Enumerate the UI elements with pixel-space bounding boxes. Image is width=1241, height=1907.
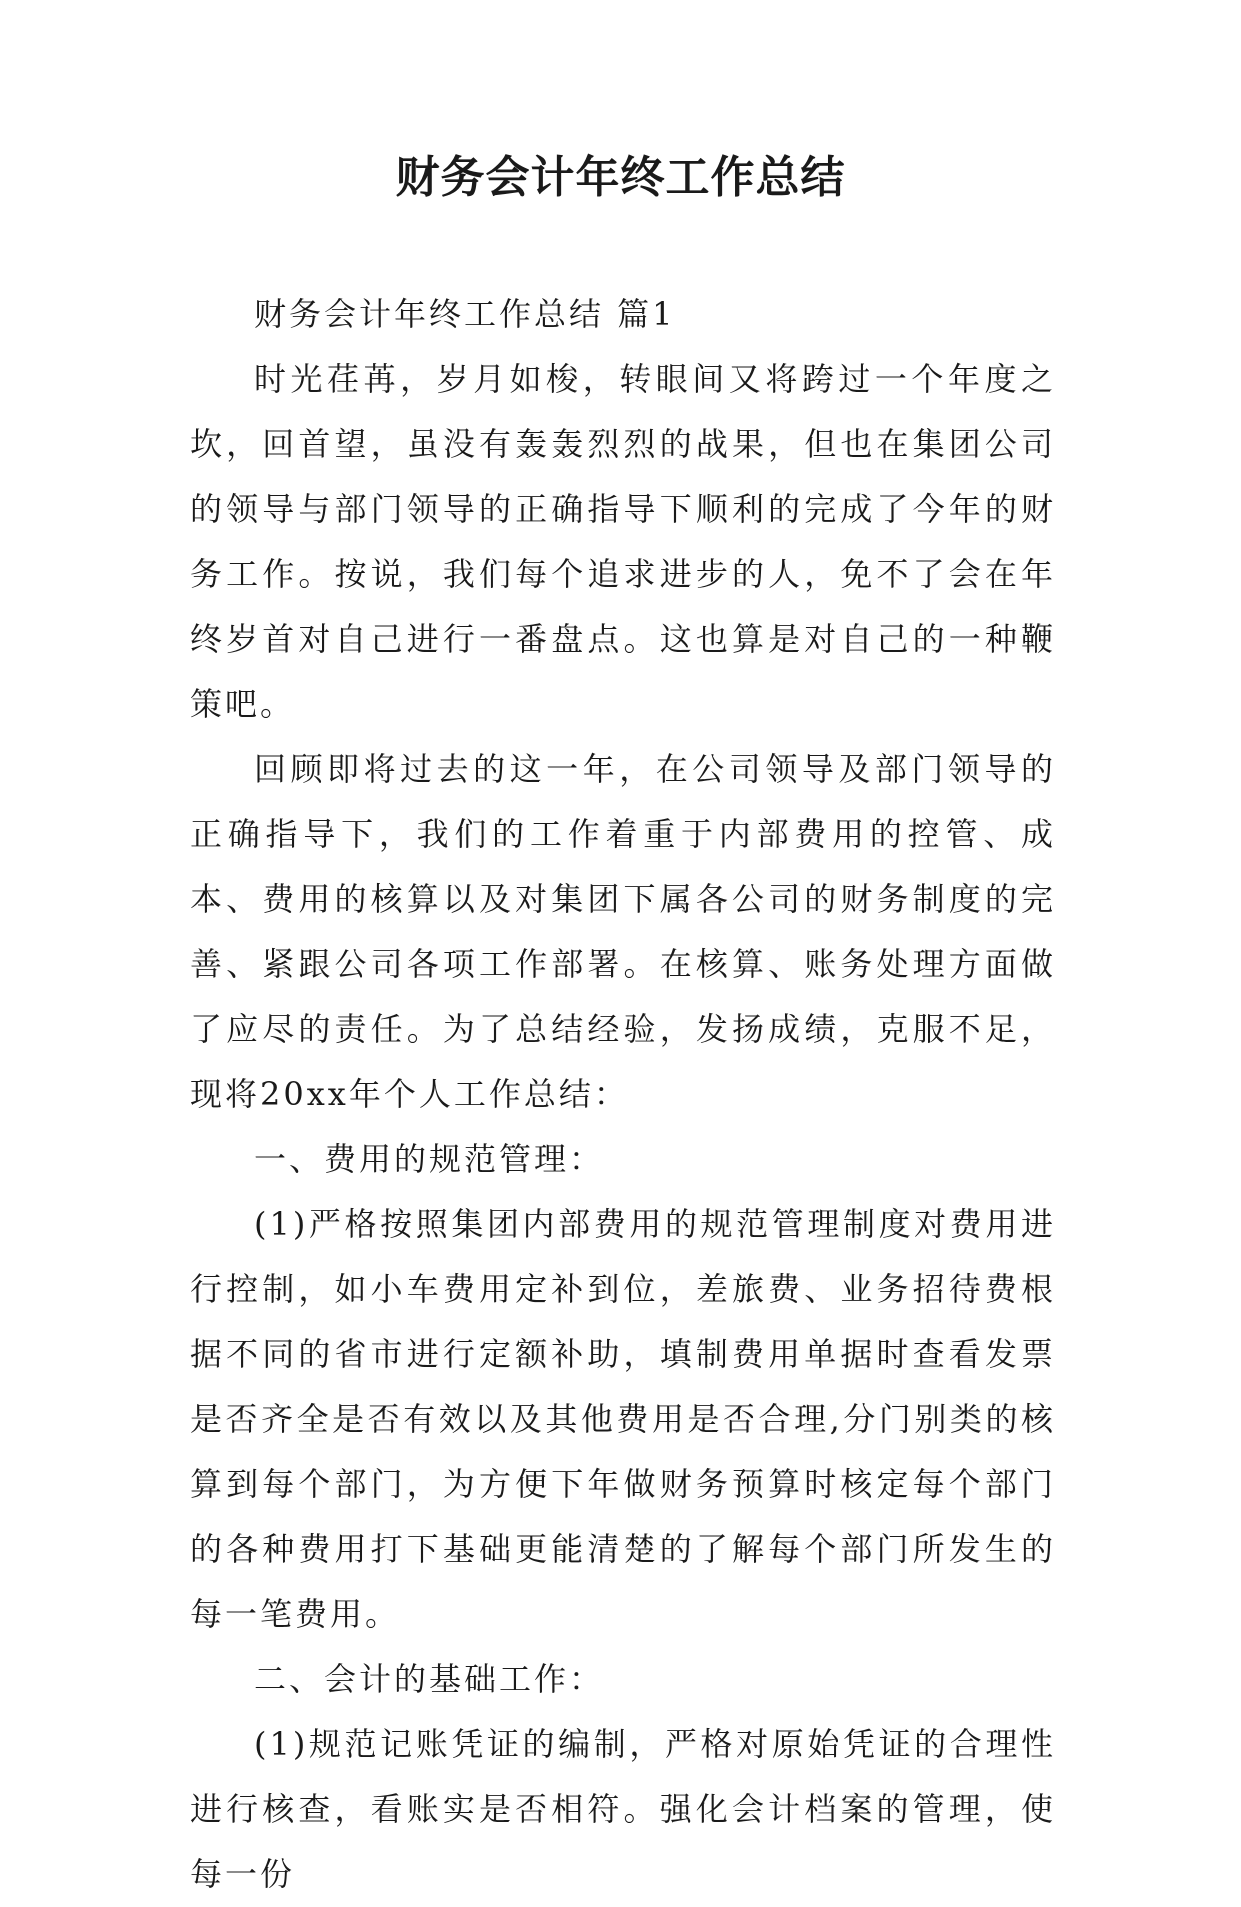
- body-paragraph: 时光荏苒，岁月如梭，转眼间又将跨过一个年度之坎，回首望，虽没有轰轰烈烈的战果，但也在集团公司的领导与部门领导的正确指导下顺利的完成了今年的财务工作。按说，我们每个追求进步的人，免不了会在年终岁首对自己进行一番盘点。这也算是对自己的一种鞭策吧。: [190, 360, 1056, 723]
- body-paragraph: (1)规范记账凭证的编制，严格对原始凭证的合理性进行核查，看账实是否相符。强化会计档案的管理，使每一份: [190, 1725, 1056, 1893]
- section-heading: 财务会计年终工作总结 篇1: [254, 295, 676, 333]
- body-paragraph: (1)严格按照集团内部费用的规范管理制度对费用进行控制，如小车费用定补到位，差旅费、业务招待费根据不同的省市进行定额补助，填制费用单据时查看发票是否齐全是否有效以及其他费用是否合理,分门别类的核算到每个部门，为方便下年做财务预算时核定每个部门的各种费用打下基础更能清楚的了解每个部门所发生的每一笔费用。: [190, 1205, 1056, 1633]
- section-heading: 一、费用的规范管理：: [254, 1140, 605, 1178]
- section-heading: 二、会计的基础工作：: [254, 1660, 605, 1698]
- document-title: 财务会计年终工作总结: [395, 152, 846, 203]
- body-paragraph: 回顾即将过去的这一年，在公司领导及部门领导的正确指导下，我们的工作着重于内部费用的控管、成本、费用的核算以及对集团下属各公司的财务制度的完善、紧跟公司各项工作部署。在核算、账务处理方面做了应尽的责任。为了总结经验，发扬成绩，克服不足，现将20xx年个人工作总结：: [190, 750, 1056, 1113]
- document-body: [190, 282, 1056, 1907]
